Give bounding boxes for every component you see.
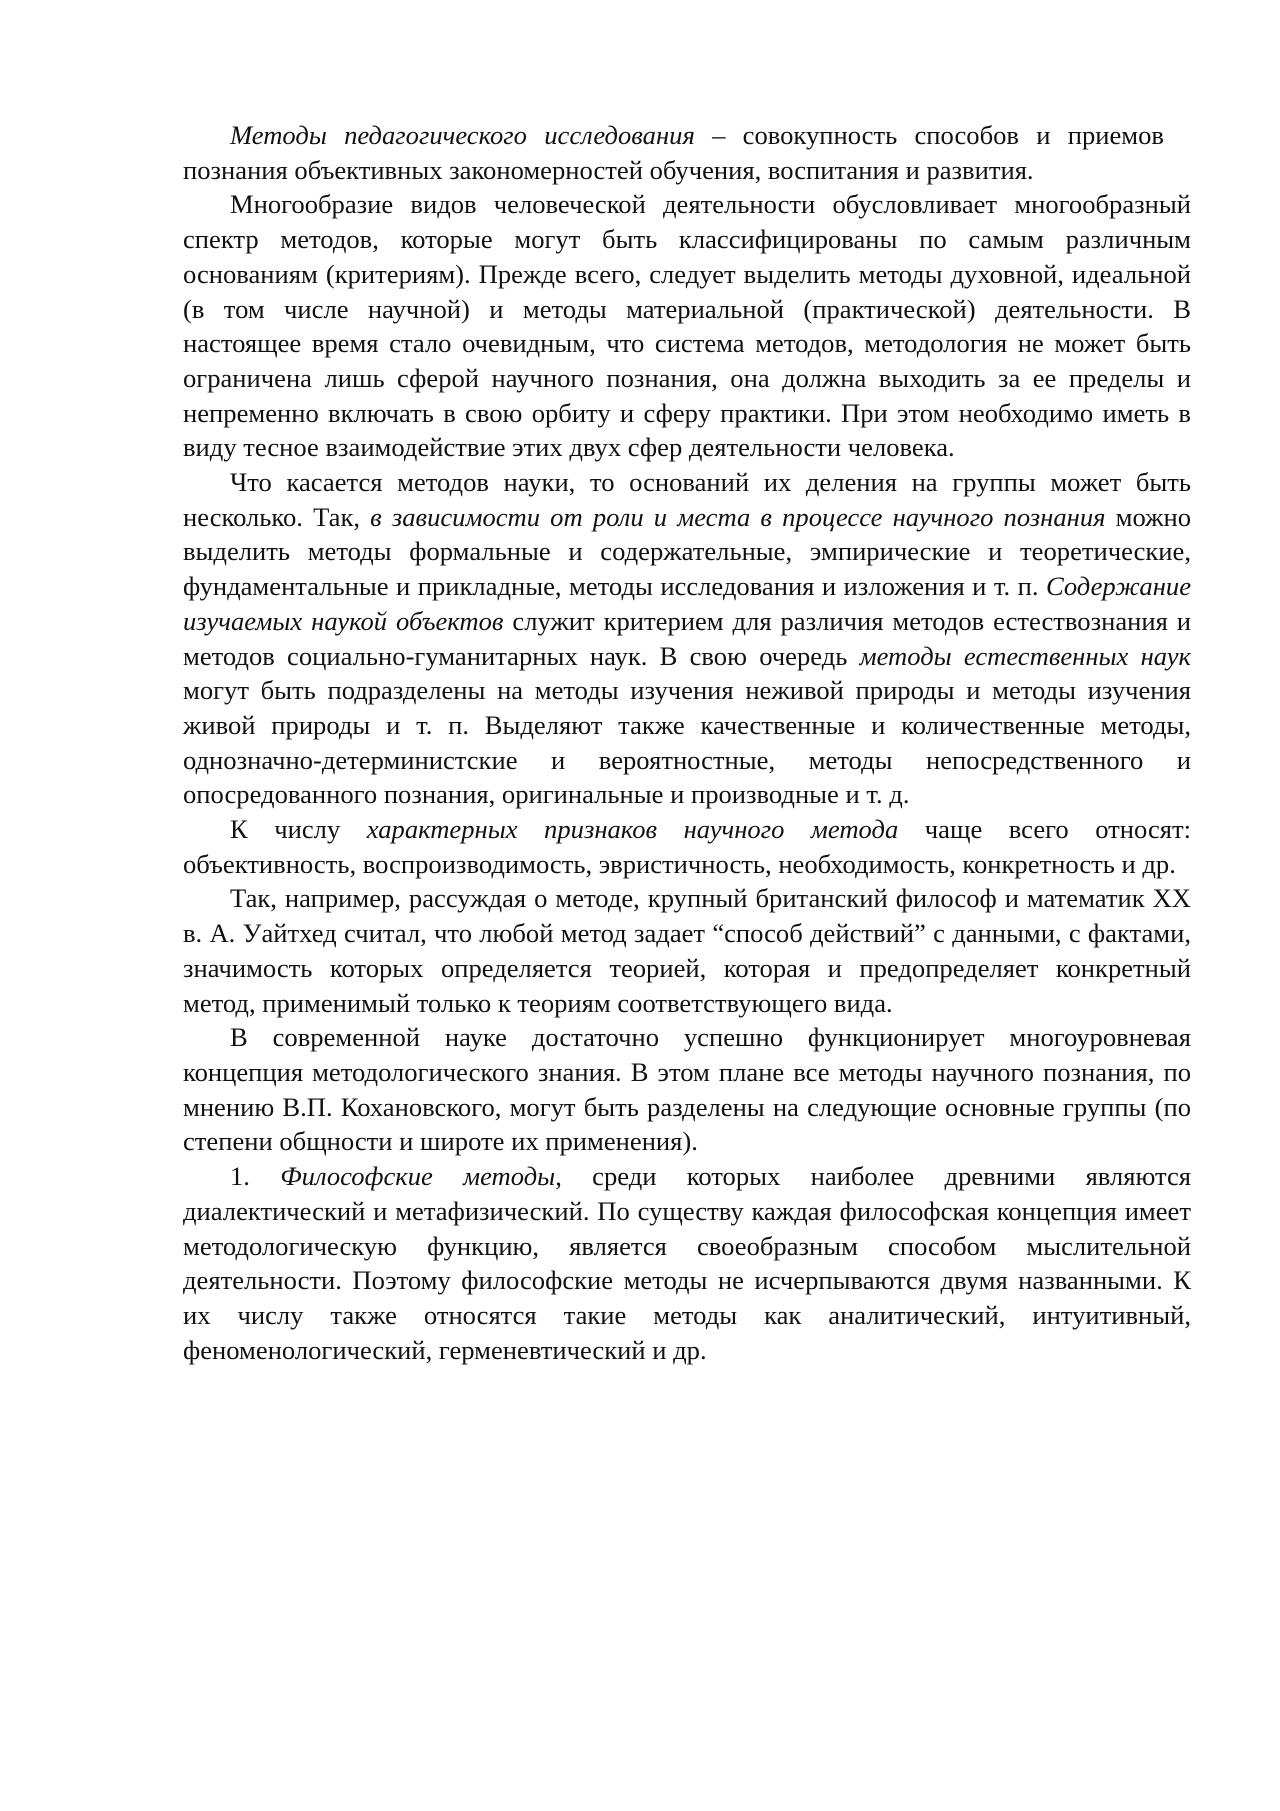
emphasis-italic: характерных признаков научного метода bbox=[366, 814, 899, 845]
paragraph-text: Многообразие видов человеческой деятельности обусловливает многообразный спектр методов, которые могут быть классифицированы по самым различным основаниям (критериям). Прежде всего, следует выделить методы духовной, идеальной (в том числе научной) и методы материальной (практической) деятельности. В настоящее время стало очевидным, что система методов, методология не может быть ограничена лишь сферой научного познания, она должна выходить за ее пределы и непременно включать в свою орбиту и сферу практики. При этом необходимо иметь в виду тесное взаимодействие этих двух сфер деятельности человека. bbox=[183, 189, 1191, 463]
emphasis-italic: Содержание изучаемых наукой объектов bbox=[183, 571, 1191, 636]
paragraph-text: Что касается методов науки, то оснований их деления на группы может быть несколько. Так, bbox=[183, 467, 1191, 532]
emphasis-italic: Философские методы bbox=[280, 1161, 556, 1192]
paragraph-text: В современной науке достаточно успешно функционирует многоуровневая концепция методологического знания. В этом плане все методы научного познания, по мнению В.П. Кохановского, могут быть разделены на следующие основные группы (по степени общности и широте их применения). bbox=[183, 1022, 1191, 1157]
paragraph-scientific-method-features bbox=[183, 812, 1191, 881]
paragraph-diversity-of-methods bbox=[183, 187, 1191, 465]
paragraph-text: чаще всего относят: объективность, воспроизводимость, эвристичность, необходимость, конкретность и др. bbox=[183, 814, 1191, 879]
document-page bbox=[183, 118, 1191, 1367]
paragraph-philosophical-methods bbox=[183, 1159, 1191, 1367]
emphasis-italic: методы естественных наук bbox=[859, 640, 1191, 671]
paragraph-text: можно выделить методы формальные и содержательные, эмпирические и теоретические, фундаментальные и прикладные, методы исследования и изложения и т. п. bbox=[183, 501, 1192, 602]
list-number: 1. bbox=[230, 1161, 281, 1192]
paragraph-whitehead bbox=[183, 881, 1191, 1020]
paragraph-text: , среди которых наиболее древними являются диалектический и метафизический. По существу каждая философская концепция имеет методологическую функцию, является своеобразным способом мыслительной деятельности. Поэтому философские методы не исчерпываются двумя названными. К их числу также относятся такие методы как аналитический, интуитивный, феноменологический, герменевтический и др. bbox=[183, 1161, 1192, 1365]
paragraph-text: служит критерием для различия методов естествознания и методов социально-гуманитарных наук. В свою очередь bbox=[183, 605, 1192, 671]
emphasis-italic: в зависимости от роли и места в процессе научного познания bbox=[370, 501, 1106, 532]
paragraph-text: К числу bbox=[230, 814, 367, 845]
paragraph-definition bbox=[183, 118, 1164, 187]
term-italic: Методы педагогического исследования bbox=[230, 120, 695, 150]
paragraph-methods-of-science bbox=[183, 465, 1191, 812]
paragraph-text: Так, например, рассуждая о методе, крупный британский философ и математик XX в. А. Уайтхед считал, что любой метод задает “способ действий” с данными, с фактами, значимость которых определяется теорией, которая и предопределяет конкретный метод, применимый только к теориям соответствующего вида. bbox=[183, 883, 1191, 1018]
paragraph-multilevel-concept bbox=[183, 1020, 1191, 1159]
paragraph-text: могут быть подразделены на методы изучения неживой природы и методы изучения живой природы и т. п. Выделяют также качественные и количественные методы, однозначно-детерминистские и вероятностные, методы непосредственного и опосредованного познания, оригинальные и производные и т. д. bbox=[183, 675, 1191, 810]
paragraph-text: – совокупность способов и приемов познания объективных закономерностей обучения, воспитания и развития. bbox=[183, 120, 1164, 185]
